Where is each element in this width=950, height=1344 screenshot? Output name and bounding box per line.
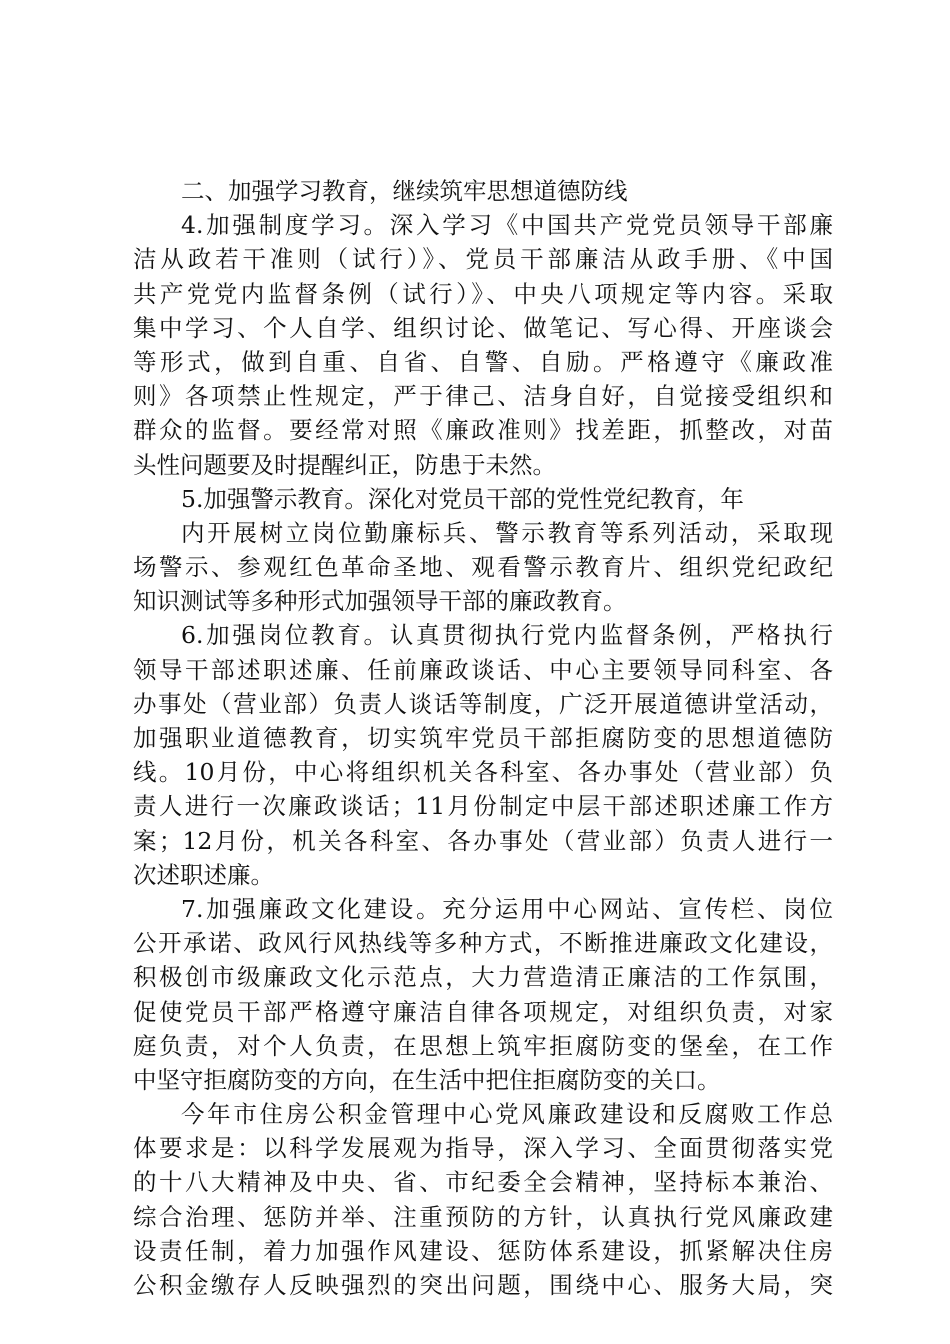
document-body [133,174,833,1302]
text-line: 积极创市级廉政文化示范点，大力营造清正廉洁的工作氛围， [133,963,833,992]
text-line: 公积金缴存人反映强烈的突出问题，围绕中心、服务大局，突 [133,1271,833,1299]
text-line: 7.加强廉政文化建设。充分运用中心网站、宣传栏、岗位 [181,894,833,923]
text-line: 领导干部述职述廉、任前廉政谈话、中心主要领导同科室、各 [133,655,833,684]
text-line: 6.加强岗位教育。认真贯彻执行党内监督条例，严格执行 [181,621,833,650]
text-line: 洁从政若干准则（试行）》、党员干部廉洁从政手册、《中国 [133,245,833,274]
text-line: 今年市住房公积金管理中心党风廉政建设和反腐败工作总 [181,1100,833,1129]
text-line: 5.加强警示教育。深化对党员干部的党性党纪教育，年 [181,484,744,513]
text-line: 头性问题要及时提醒纠正，防患于未然。 [133,450,556,479]
text-line: 场警示、参观红色革命圣地、观看警示教育片、组织党纪政纪 [133,553,833,582]
text-line: 的十八大精神及中央、省、市纪委全会精神，坚持标本兼治、 [133,1168,833,1197]
text-line: 体要求是：以科学发展观为指导，深入学习、全面贯彻落实党 [133,1134,833,1163]
text-line: 群众的监督。要经常对照《廉政准则》找差距，抓整改，对苗 [133,416,833,445]
text-line: 庭负责，对个人负责，在思想上筑牢拒腐防变的堡垒，在工作 [133,1031,833,1060]
text-line: 共产党党内监督条例（试行）》、中央八项规定等内容。采取 [133,279,833,308]
text-line: 促使党员干部严格遵守廉洁自律各项规定，对组织负责，对家 [133,997,833,1026]
text-line: 设责任制，着力加强作风建设、惩防体系建设，抓紧解决住房 [133,1236,833,1265]
text-line: 加强职业道德教育，切实筑牢党员干部拒腐防变的思想道德防 [133,724,833,752]
text-line: 4.加强制度学习。深入学习《中国共产党党员领导干部廉 [181,211,833,240]
text-line: 案；12月份，机关各科室、各办事处（营业部）负责人进行一 [133,826,833,855]
text-line: 知识测试等多种形式加强领导干部的廉政教育。 [133,587,627,616]
text-line: 公开承诺、政风行风热线等多种方式，不断推进廉政文化建设， [133,929,833,958]
text-line: 则》各项禁止性规定，严于律己、洁身自好，自觉接受组织和 [133,382,833,411]
text-line: 中坚守拒腐防变的方向，在生活中把住拒腐防变的关口。 [133,1065,721,1094]
text-line: 次述职述廉。 [133,860,274,889]
text-line: 线。10月份，中心将组织机关各科室、各办事处（营业部）负 [133,758,833,787]
text-line: 综合治理、惩防并举、注重预防的方针，认真执行党风廉政建 [133,1202,833,1231]
text-line: 责人进行一次廉政谈话；11月份制定中层干部述职述廉工作方 [133,792,833,821]
text-line: 内开展树立岗位勤廉标兵、警示教育等系列活动，采取现 [181,518,833,547]
section-heading: 二、加强学习教育，继续筑牢思想道德防线 [181,177,628,205]
text-line: 集中学习、个人自学、组织讨论、做笔记、写心得、开座谈会 [133,313,833,342]
text-line: 等形式，做到自重、自省、自警、自励。严格遵守《廉政准 [133,347,833,376]
text-line: 办事处（营业部）负责人谈话等制度，广泛开展道德讲堂活动， [133,689,833,718]
